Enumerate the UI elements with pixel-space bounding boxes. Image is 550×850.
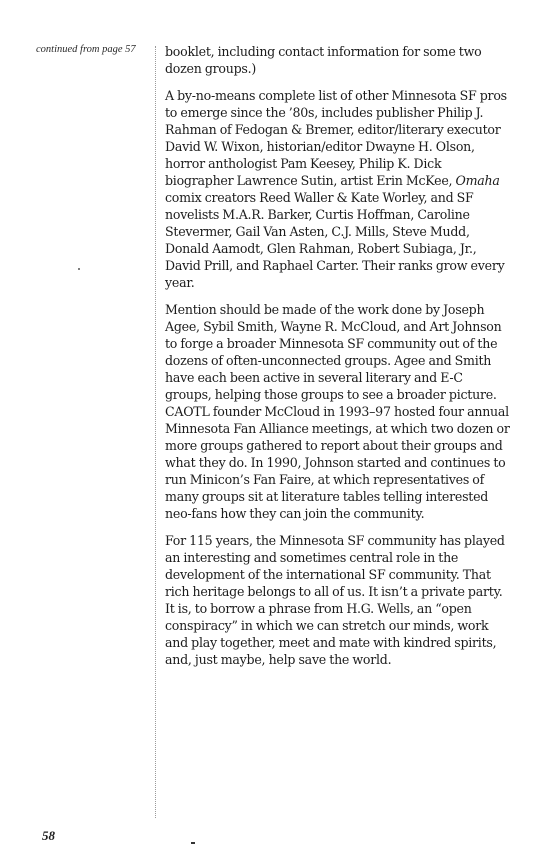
article-column [165,43,510,678]
scan-speck [78,268,80,270]
paragraph-conclusion: For 115 years, the Minnesota SF community has played an interesting and sometimes central role in the development of the international SF community. That rich heritage belongs to all of us. It isn’t a private party. It is, to borrow a phrase from H.G. Wells, an “open conspiracy” in which we can stretch our minds, work and play together, meet and mate with kindred spirits, and, just maybe, help save the world. [165,533,505,667]
paragraph-sf-pros-text-2: comix creators Reed Waller & Kate Worley, and SF novelists M.A.R. Barker, Curtis Hoffman, Caroline Stevermer, Gail Van Asten, C.J. Mills, Steve Mudd, Donald Aamodt, Glen Rahman, Robert Subiaga, Jr., David Prill, and Raphael Carter. Their ranks grow every year. [165,190,505,290]
paragraph-booklet: booklet, including contact information for some two dozen groups.) [165,44,482,76]
dotted-column-divider [155,46,156,818]
paragraph-sf-pros [165,87,510,291]
page-number: 58 [42,828,55,843]
omaha-title: Omaha [455,173,500,188]
footer-mark [191,842,195,844]
paragraph-community-builders: Mention should be made of the work done by Joseph Agee, Sybil Smith, Wayne R. McCloud, and Art Johnson to forge a broader Minnesota SF community out of the dozens of often-unconnected groups. Agee and Smith have each been active in several literary and E-C groups, helping those groups to see a broader picture. CAOTL founder McCloud in 1993–97 hosted four annual Minnesota Fan Alliance meetings, at which two dozen or more groups gathered to report about their groups and what they do. In 1990, Johnson started and continues to run Minicon’s Fan Faire, at which representatives of many groups sit at literature tables telling interested neo-fans how they can join the community. [165,302,510,521]
paragraph-sf-pros-text-1: A by-no-means complete list of other Minnesota SF pros to emerge since the ’80s, includes publisher Philip J. Rahman of Fedogan & Bremer, editor/literary executor David W. Wixon, historian/editor Dwayne H. Olson, horror anthologist Pam Keesey, Philip K. Dick biographer Lawrence Sutin, artist Erin McKee, [165,88,507,188]
continued-from-note: continued from page 57 [36,44,136,55]
